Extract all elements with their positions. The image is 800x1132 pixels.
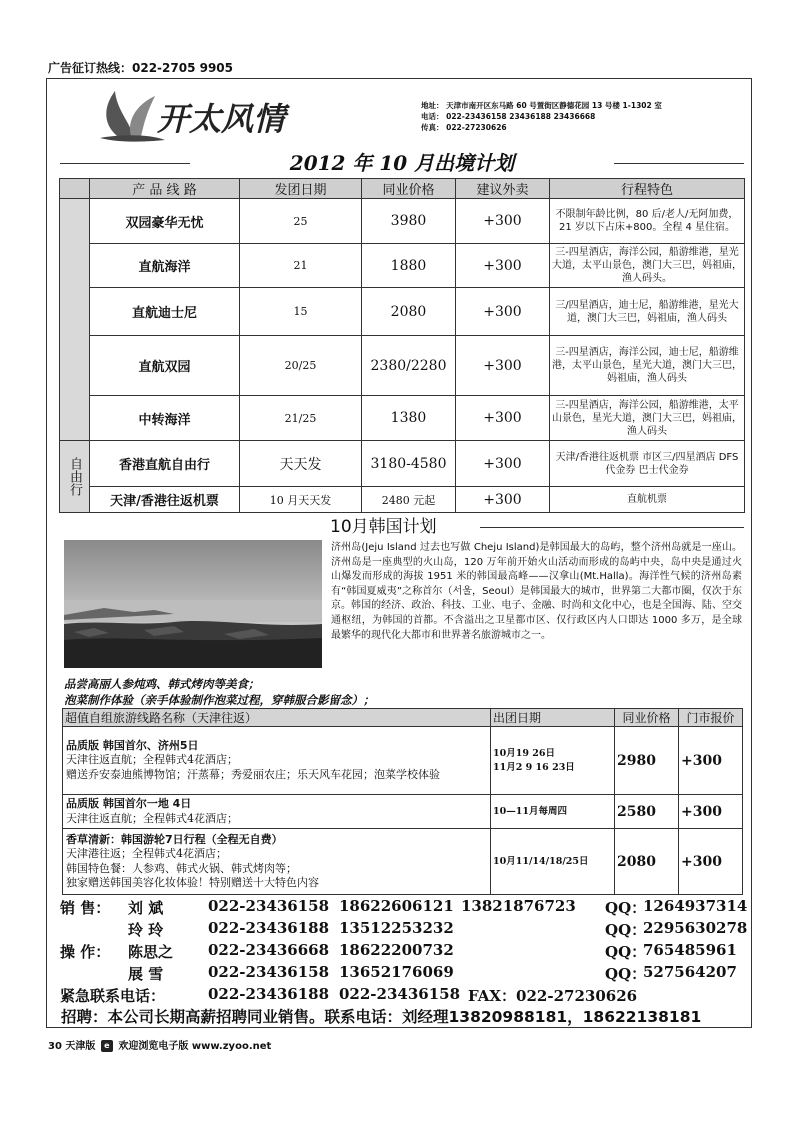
tour-detail: 天津港往返；全程韩式4花酒店； bbox=[66, 847, 227, 861]
qq-label: QQ： bbox=[605, 899, 647, 917]
suggested-markup: +300 bbox=[456, 441, 550, 487]
phone-line: 电话： 022-23436158 23436188 23436668 bbox=[421, 112, 596, 121]
group-label-free-travel: 自由行 bbox=[60, 441, 90, 513]
contact-phone: 022-23436668 bbox=[208, 941, 330, 959]
table-row bbox=[63, 727, 743, 795]
logo-text: 开太风情 bbox=[157, 100, 286, 138]
route-name: 双园豪华无忧 bbox=[90, 199, 240, 244]
jeju-coast-photo bbox=[64, 540, 322, 668]
col-header-route: 产 品 线 路 bbox=[90, 179, 240, 199]
table-row bbox=[60, 441, 745, 487]
col-header-feature: 行程特色 bbox=[550, 179, 745, 199]
tour-date: 10月19 26日 bbox=[493, 747, 555, 759]
contact-name: 玲 玲 bbox=[128, 921, 164, 939]
itinerary-feature: 三-四星酒店，海洋公园，船游维港，星光大道，太平山景色，澳门大三巴，妈祖庙，渔人码头。 bbox=[550, 244, 745, 288]
tour-price: 2580 bbox=[615, 795, 679, 829]
contact-name: 陈思之 bbox=[128, 943, 174, 961]
qq-label: QQ： bbox=[605, 943, 647, 961]
korea-description: 济州岛(Jeju Island 过去也写做 Cheju Island)是韩国最大的岛屿，整个济州岛就是一座山。济州岛是一座典型的火山岛，120 万年前开始火山活动而形成的岛屿中央，岛中央是通过火山爆发而形成的海拔 1951 米的韩国最高峰——汉拿山(Mt.Halla)。海洋性气候的济州岛素有“韩国夏威夷”之称首尔（서울，Seoul）是韩国最大的城市，世界第二大都市圈，仅次于东京。韩国的经济、政治、科技、工业、电子、金融、时尚和文化中心，也是全国海、陆、空交通枢纽，为韩国的首都。不含溢出之卫星都市区、仅行政区内人口即达 1000 多万，是全球最繁华的现代化大都市和世界著名旅游城市之一。 bbox=[331, 542, 742, 641]
trade-price: 3180-4580 bbox=[362, 441, 456, 487]
table-row bbox=[60, 199, 745, 244]
kimchi-experience: 泡菜制作体验（亲手体验制作泡菜过程，穿韩服合影留念）； bbox=[64, 693, 375, 707]
trade-price: 1380 bbox=[362, 396, 456, 441]
tour-detail: 独家赠送韩国美容化妆体验！特别赠送十大特色内容 bbox=[66, 876, 319, 890]
emergency-phone: 022-23436158 bbox=[339, 985, 461, 1003]
address-block bbox=[421, 100, 662, 133]
tour-retail: +300 bbox=[679, 829, 743, 895]
departure-date: 天天发 bbox=[240, 441, 362, 487]
table-header-corner bbox=[60, 179, 90, 199]
contact-qq: 765485961 bbox=[643, 941, 737, 959]
title-rule bbox=[480, 527, 744, 528]
departure-date: 20/25 bbox=[240, 336, 362, 396]
footer-tagline: 欢迎浏览电子版 bbox=[118, 1041, 189, 1052]
fax-line: 传真： 022-27230626 bbox=[421, 123, 507, 132]
group-cell-blank bbox=[60, 199, 90, 441]
qq-label: QQ： bbox=[605, 965, 647, 983]
contact-name: 刘 斌 bbox=[128, 899, 164, 917]
tour-package bbox=[63, 829, 491, 895]
trade-price: 2480 元起 bbox=[362, 487, 456, 513]
tour-retail: +300 bbox=[679, 727, 743, 795]
itinerary-feature: 三-四星酒店，海洋公园，船游维港，太平山景色，星光大道，澳门大三巴，妈祖庙，渔人码头 bbox=[550, 396, 745, 441]
trade-price: 2380/2280 bbox=[362, 336, 456, 396]
tour-package bbox=[63, 727, 491, 795]
itinerary-feature: 三-四星酒店，海洋公园，迪士尼，船游维港，太平山景色，星光大道，澳门大三巴，妈祖庙，渔人码头 bbox=[550, 336, 745, 396]
tour-name: 品质版 韩国首尔、济州5日 bbox=[66, 738, 199, 752]
col-header-tour: 超值自组旅游线路名称（天津往返） bbox=[63, 709, 491, 727]
contact-name: 展 雪 bbox=[128, 965, 164, 983]
contact-phone: 022-23436158 bbox=[208, 963, 330, 981]
table-row bbox=[60, 336, 745, 396]
table-row bbox=[60, 396, 745, 441]
suggested-markup: +300 bbox=[456, 336, 550, 396]
departure-date: 10 月天天发 bbox=[240, 487, 362, 513]
fax-number: FAX：022-27230626 bbox=[468, 987, 638, 1005]
tour-date: 11月2 9 16 23日 bbox=[493, 761, 575, 773]
ops-label: 操 作： bbox=[60, 943, 111, 961]
route-name: 直航迪士尼 bbox=[90, 288, 240, 336]
itinerary-feature: 直航机票 bbox=[550, 487, 745, 513]
tour-package bbox=[63, 795, 491, 829]
col-header-retail: 门市报价 bbox=[679, 709, 743, 727]
route-name: 中转海洋 bbox=[90, 396, 240, 441]
qq-label: QQ： bbox=[605, 921, 647, 939]
departure-date: 25 bbox=[240, 199, 362, 244]
col-header-price: 同业价格 bbox=[362, 179, 456, 199]
emergency-phone: 022-23436188 bbox=[208, 985, 330, 1003]
table-row bbox=[63, 829, 743, 895]
tour-dates bbox=[491, 829, 615, 895]
tour-detail: 天津往返直航；全程韩式4花酒店； bbox=[66, 753, 238, 767]
trade-price: 3980 bbox=[362, 199, 456, 244]
itinerary-feature: 天津/香港往返机票 市区三/四星酒店 DFS 代金券 巴士代金券 bbox=[550, 441, 745, 487]
tour-name: 品质版 韩国首尔一地 4日 bbox=[66, 797, 192, 810]
ad-hotline: 广告征订热线：022-2705 9905 bbox=[48, 61, 234, 75]
trade-price: 1880 bbox=[362, 244, 456, 288]
departure-date: 21/25 bbox=[240, 396, 362, 441]
korea-tour-table bbox=[62, 708, 743, 895]
address-line: 地址： 天津市南开区东马路 60 号置街区静德花园 13 号楼 1-1302 室 bbox=[421, 101, 662, 110]
tour-detail: 韩国特色餐：人参鸡、韩式火锅、韩式烤肉等； bbox=[66, 861, 297, 875]
food-highlight: 品尝高丽人参炖鸡、韩式烤肉等美食； bbox=[64, 677, 260, 691]
route-name: 天津/香港往返机票 bbox=[90, 487, 240, 513]
contact-qq: 1264937314 bbox=[643, 897, 748, 915]
route-name: 直航海洋 bbox=[90, 244, 240, 288]
tour-name: 香草清新：韩国游轮7日行程（全程无自费） bbox=[66, 832, 283, 846]
tour-date: 10月11/14/18/25日 bbox=[493, 855, 589, 867]
tour-detail: 赠送乔安泰迪熊博物馆；汗蒸幕；秀爱丽农庄；乐天风车花园；泡菜学校体验 bbox=[66, 767, 440, 781]
departure-date: 21 bbox=[240, 244, 362, 288]
tour-date: 10—11月每周四 bbox=[493, 805, 567, 817]
col-header-price: 同业价格 bbox=[615, 709, 679, 727]
trade-price: 2080 bbox=[362, 288, 456, 336]
page-title: 2012 年 10 月出境计划 bbox=[60, 151, 744, 175]
e-edition-icon: e bbox=[101, 1040, 113, 1052]
tour-dates bbox=[491, 727, 615, 795]
sales-label: 销 售： bbox=[60, 899, 111, 917]
korea-section-title: 10月韩国计划 bbox=[330, 517, 437, 537]
route-name: 直航双园 bbox=[90, 336, 240, 396]
tour-dates bbox=[491, 795, 615, 829]
col-header-date: 发团日期 bbox=[240, 179, 362, 199]
tour-price: 2080 bbox=[615, 829, 679, 895]
contact-mobile: 18622200732 bbox=[339, 941, 454, 959]
table-row bbox=[60, 244, 745, 288]
itinerary-feature: 三/四星酒店，迪士尼，船游维港，星光大道，澳门大三巴，妈祖庙，渔人码头 bbox=[550, 288, 745, 336]
suggested-markup: +300 bbox=[456, 288, 550, 336]
departure-date: 15 bbox=[240, 288, 362, 336]
emergency-label: 紧急联系电话： bbox=[60, 987, 166, 1005]
contact-qq: 527564207 bbox=[643, 963, 737, 981]
table-row bbox=[63, 795, 743, 829]
itinerary-feature: 不限制年龄比例，80 后/老人/无阿加费，21 岁以下占床+800。全程 4 星住宿。 bbox=[550, 199, 745, 244]
footer-url[interactable]: www.zyoo.net bbox=[191, 1041, 272, 1052]
suggested-markup: +300 bbox=[456, 199, 550, 244]
contact-qq: 2295630278 bbox=[643, 919, 748, 937]
col-header-date: 出团日期 bbox=[491, 709, 615, 727]
table-header-row bbox=[63, 709, 743, 727]
suggested-markup: +300 bbox=[456, 487, 550, 513]
contact-mobile: 13821876723 bbox=[461, 897, 576, 915]
contact-mobile: 13512253232 bbox=[339, 919, 454, 937]
page-footer bbox=[48, 1037, 271, 1052]
suggested-markup: +300 bbox=[456, 244, 550, 288]
contact-mobile: 13652176069 bbox=[339, 963, 454, 981]
page-number: 30 天津版 bbox=[48, 1041, 96, 1052]
contact-mobile: 18622606121 bbox=[339, 897, 454, 915]
company-logo bbox=[95, 86, 335, 146]
tour-detail: 天津往返直航；全程韩式4花酒店； bbox=[66, 811, 238, 825]
contact-phone: 022-23436188 bbox=[208, 919, 330, 937]
tour-price: 2980 bbox=[615, 727, 679, 795]
col-header-suggest: 建议外卖 bbox=[456, 179, 550, 199]
outbound-plan-table bbox=[59, 178, 745, 513]
table-header-row bbox=[60, 179, 745, 199]
suggested-markup: +300 bbox=[456, 396, 550, 441]
contact-phone: 022-23436158 bbox=[208, 897, 330, 915]
recruitment-notice: 招聘：本公司长期高薪招聘同业销售。联系电话：刘经理13820988181，18622138181 bbox=[61, 1008, 702, 1026]
tour-retail: +300 bbox=[679, 795, 743, 829]
table-row bbox=[60, 288, 745, 336]
table-row bbox=[60, 487, 745, 513]
route-name: 香港直航自由行 bbox=[90, 441, 240, 487]
